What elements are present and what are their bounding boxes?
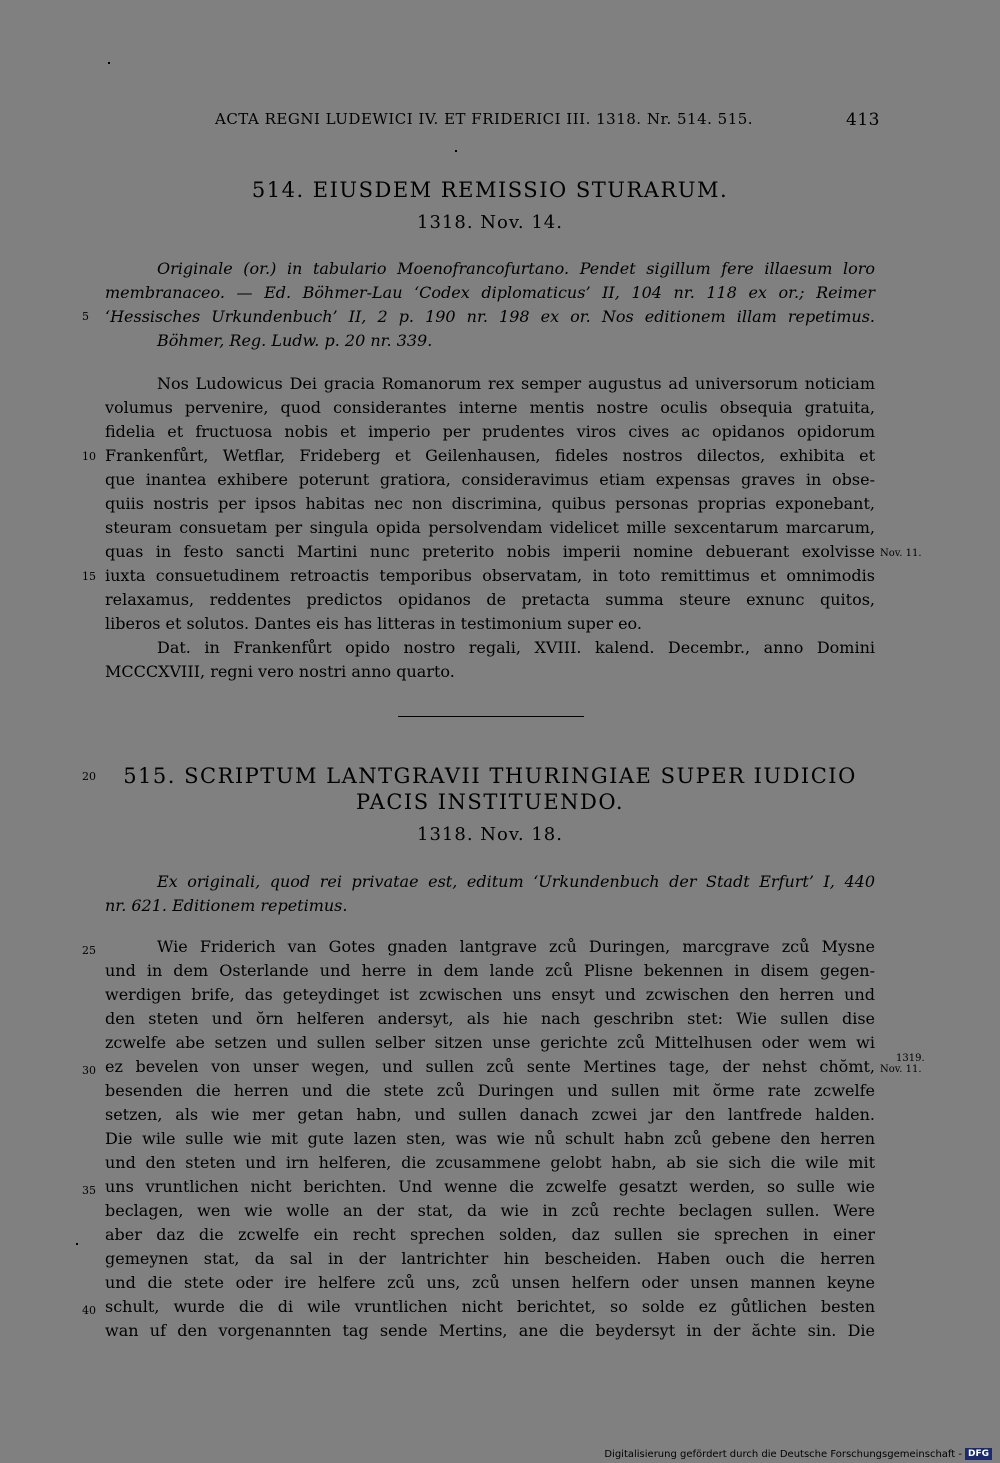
- section-divider: [398, 716, 584, 717]
- running-head-title: ACTA REGNI LUDEWICI IV. ET FRIDERICI III. 1318. Nr. 514. 515.: [215, 110, 754, 128]
- doc-514-text: [105, 372, 875, 684]
- page-number: 413: [846, 110, 880, 130]
- line-number: 10: [82, 450, 96, 463]
- apparatus-line: nr. 621. Editionem repetimus.: [105, 896, 348, 915]
- text-line: Dat. in Frankenfůrt opido nostro regali, XVIII. kalend. Decembr., anno Domini: [157, 638, 875, 657]
- line-number: 35: [82, 1184, 96, 1197]
- text-line: werdigen brife, das geteydinget ist zcwischen uns ensyt und zcwischen den herren und: [105, 985, 875, 1004]
- text-line: Nos Ludowicus Dei gracia Romanorum rex semper augustus ad universorum noticiam: [157, 374, 875, 393]
- line-number: 30: [82, 1064, 96, 1077]
- doc-515-title-line1: 515. SCRIPTUM LANTGRAVII THURINGIAE SUPER IUDICIO: [123, 764, 857, 788]
- text-line: ez bevelen von unser wegen, und sullen zců sente Mertines tage, der nehst chŏmt,: [105, 1057, 875, 1076]
- text-line: schult, wurde die di wile vruntlichen nicht berichtet, so solde ez gůtlichen besten: [105, 1297, 875, 1316]
- text-line: und in dem Osterlande und herre in dem lande zců Plisne bekennen in disem gegen-: [105, 961, 875, 980]
- apparatus-line: Böhmer, Reg. Ludw. p. 20 nr. 339.: [157, 331, 433, 350]
- text-line: uns vruntlichen nicht berichten. Und wenne die zcwelfe gesatzt werden, so sulle wie: [105, 1177, 875, 1196]
- line-number: 25: [82, 944, 96, 957]
- line-number: 40: [82, 1304, 96, 1317]
- scan-speck: [455, 150, 457, 152]
- text-line: Die wile sulle wie mit gute lazen sten, was wie nů schult habn zců gebene den herren: [105, 1129, 875, 1148]
- doc-515-text: [105, 935, 875, 1343]
- text-line: den steten und ŏrn helferen andersyt, als hie nach geschribn stet: Wie sullen dise: [105, 1009, 875, 1028]
- margin-date: Nov. 11.: [880, 1064, 922, 1075]
- apparatus-line: Originale (or.) in tabulario Moenofrancofurtano. Pendet sigillum fere illaesum loro: [157, 259, 875, 278]
- text-line: relaxamus, reddentes predictos opidanos de pretacta summa steure exnunc quitos,: [105, 590, 875, 609]
- text-line: und den steten und irn helferen, die zcusammene gelobt habn, ab sie sich die wile mit: [105, 1153, 875, 1172]
- text-line: Frankenfůrt, Wetflar, Frideberg et Geilenhausen, fideles nostros dilectos, exhibita et: [105, 446, 875, 465]
- doc-514-date: 1318. Nov. 14.: [417, 212, 563, 233]
- doc-515-apparatus: [105, 870, 875, 918]
- text-line: besenden die herren und die stete zců Duringen und sullen mit ŏrme rate zcwelfe: [105, 1081, 875, 1100]
- text-line: quiis nostris per ipsos habitas nec non discrimina, quibus personas proprias exponebant,: [105, 494, 875, 513]
- text-line: quas in festo sancti Martini nunc preterito nobis imperii nomine debuerant exolvisse: [105, 542, 875, 561]
- digitization-credit: [604, 1448, 992, 1460]
- running-head: [215, 110, 880, 130]
- doc-514-apparatus: [105, 257, 875, 353]
- doc-514-title: 514. EIUSDEM REMISSIO STURARUM.: [251, 178, 729, 202]
- scan-speck: [76, 1243, 78, 1245]
- scan-speck: [108, 62, 110, 64]
- text-line: gemeynen stat, da sal in der lantrichter hin bescheiden. Haben ouch die herren: [105, 1249, 875, 1268]
- doc-515-title-line2: PACIS INSTITUENDO.: [355, 790, 625, 814]
- line-number: 5: [82, 310, 89, 323]
- text-line: MCCCXVIII, regni vero nostri anno quarto.: [105, 662, 455, 681]
- text-line: iuxta consuetudinem retroactis temporibus observatam, in toto remittimus et omnimodis: [105, 566, 875, 585]
- doc-515-date: 1318. Nov. 18.: [417, 824, 563, 845]
- text-line: liberos et solutos. Dantes eis has litteras in testimonium super eo.: [105, 614, 642, 633]
- credit-text: Digitalisierung gefördert durch die Deutsche Forschungsgemeinschaft -: [604, 1448, 962, 1460]
- text-line: steuram consuetam per singula opida persolvendam videlicet mille sexcentarum marcarum,: [105, 518, 875, 537]
- text-line: volumus pervenire, quod considerantes interne mentis nostre oculis obsequia gratuita,: [105, 398, 875, 417]
- dfg-logo: DFG: [965, 1448, 992, 1460]
- text-line: Wie Friderich van Gotes gnaden lantgrave zců Duringen, marcgrave zců Mysne: [157, 937, 875, 956]
- text-line: wan uf den vorgenannten tag sende Mertins, ane die beydersyt in der ăchte sin. Die: [105, 1321, 875, 1340]
- apparatus-line: membranaceo. — Ed. Böhmer-Lau ‘Codex diplomaticus’ II, 104 nr. 118 ex or.; Reimer: [105, 283, 875, 302]
- line-number: 15: [82, 570, 96, 583]
- text-line: zcwelfe abe setzen und sullen selber sitzen unse gerichte zců Mittelhusen oder wem wi: [105, 1033, 875, 1052]
- text-line: que inantea exhibere poterunt gratiora, consideravimus etiam expensas graves in obse-: [105, 470, 875, 489]
- text-line: und die stete oder ire helfere zců uns, zců unsen helfern oder unsen mannen keyne: [105, 1273, 875, 1292]
- margin-year: 1319.: [896, 1053, 925, 1064]
- text-line: beclagen, wen wie wolle an der stat, da wie in zců rechte beclagen sullen. Were: [105, 1201, 875, 1220]
- text-line: setzen, als wie mer getan habn, und sullen danach zcwei jar den lantfrede halden.: [105, 1105, 875, 1124]
- text-line: fidelia et fructuosa nobis et imperio per prudentes viros cives ac opidanos opidorum: [105, 422, 875, 441]
- apparatus-line: Ex originali, quod rei privatae est, editum ‘Urkundenbuch der Stadt Erfurt’ I, 440: [157, 872, 875, 891]
- line-number: 20: [82, 770, 96, 783]
- margin-date-note: Nov. 11.: [880, 548, 922, 559]
- apparatus-line: ‘Hessisches Urkundenbuch’ II, 2 p. 190 nr. 198 ex or. Nos editionem illam repetimus.: [105, 307, 875, 326]
- text-line: aber daz die zcwelfe ein recht sprechen solden, daz sullen sie sprechen in einer: [105, 1225, 875, 1244]
- margin-date-note-515: [880, 1053, 935, 1075]
